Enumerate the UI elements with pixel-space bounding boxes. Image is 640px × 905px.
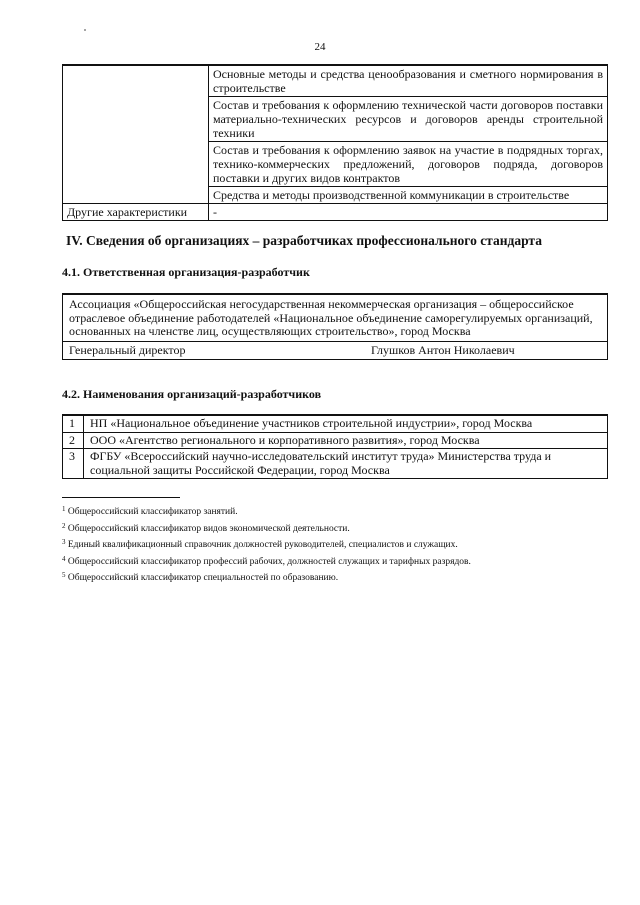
director-name: Глушков Антон Николаевич [371, 341, 608, 360]
footnote-text: Общероссийский классификатор видов экономической деятельности. [67, 523, 350, 534]
subsection-heading: 4.1. Ответственная организация-разработчик [62, 265, 310, 279]
row-number: 2 [63, 432, 84, 449]
row-number: 1 [63, 415, 84, 432]
director-position: Генеральный директор [63, 341, 372, 360]
developers-table [62, 414, 608, 479]
section-title: IV. Сведения об организациях – разработчиках профессионального стандарта [66, 233, 542, 248]
footnote [62, 536, 622, 553]
row-number: 3 [63, 449, 84, 479]
table-cell: Средства и методы производственной коммуникации в строительстве [209, 187, 608, 204]
footnote [62, 520, 622, 537]
table-cell: Состав и требования к оформлению заявок на участие в подрядных торгах, технико-коммерческих предложений, договоров подряда, договоров поставки и других видов контрактов [209, 142, 608, 187]
table-row [63, 341, 608, 360]
footnote-mark: 1 [62, 505, 66, 513]
developer-name: ООО «Агентство регионального и корпоративного развития», город Москва [84, 432, 608, 449]
table-cell: Состав и требования к оформлению технической части договоров поставки материально-технических ресурсов и договоров аренды строительной техники [209, 97, 608, 142]
subsection-heading: 4.2. Наименования организаций-разработчиков [62, 387, 322, 401]
table-row [63, 65, 608, 97]
footnote-text: Общероссийский классификатор профессий рабочих, должностей служащих и тарифных разрядов. [67, 556, 471, 567]
footnote [62, 503, 622, 520]
responsible-org-table [62, 293, 608, 360]
page-number: 24 [314, 41, 326, 53]
table-row [63, 449, 608, 479]
knowledge-table [62, 64, 608, 221]
table-row [63, 294, 608, 341]
footnote-text: Единый квалификационный справочник должностей руководителей, специалистов и служащих. [67, 540, 458, 550]
other-characteristics-label: Другие характеристики [63, 204, 209, 221]
footnote [62, 569, 622, 586]
table-row [63, 415, 608, 432]
footnote-text: Общероссийский классификатор занятий. [67, 507, 238, 517]
footnotes [62, 503, 622, 586]
footnote-mark: 2 [62, 521, 66, 530]
developer-name: ФГБУ «Всероссийский научно-исследовательский институт труда» Министерства труда и социальной защиты Российской Федерации, город Москва [84, 449, 608, 479]
org-name: Ассоциация «Общероссийская негосударственная некоммерческая организация – общероссийское отраслевое объединение работодателей «Национальное объединение саморегулируемых организаций, основанных на членстве лиц, осуществляющих строительство», город Москва [63, 294, 608, 341]
other-characteristics-value: - [209, 204, 608, 221]
table-row [63, 204, 608, 221]
footnote-text: Общероссийский классификатор специальностей по образованию. [67, 573, 339, 583]
footnote [62, 553, 622, 570]
table-row [63, 432, 608, 449]
scan-artifact [84, 29, 86, 31]
footnote-mark: 4 [62, 554, 66, 563]
table-cell: Основные методы и средства ценообразования и сметного нормирования в строительстве [209, 65, 608, 97]
footnote-divider [62, 497, 180, 498]
developer-name: НП «Национальное объединение участников строительной индустрии», город Москва [84, 415, 608, 432]
table-cell-empty [63, 65, 209, 204]
footnote-mark: 3 [62, 538, 66, 546]
footnote-mark: 5 [62, 571, 66, 579]
